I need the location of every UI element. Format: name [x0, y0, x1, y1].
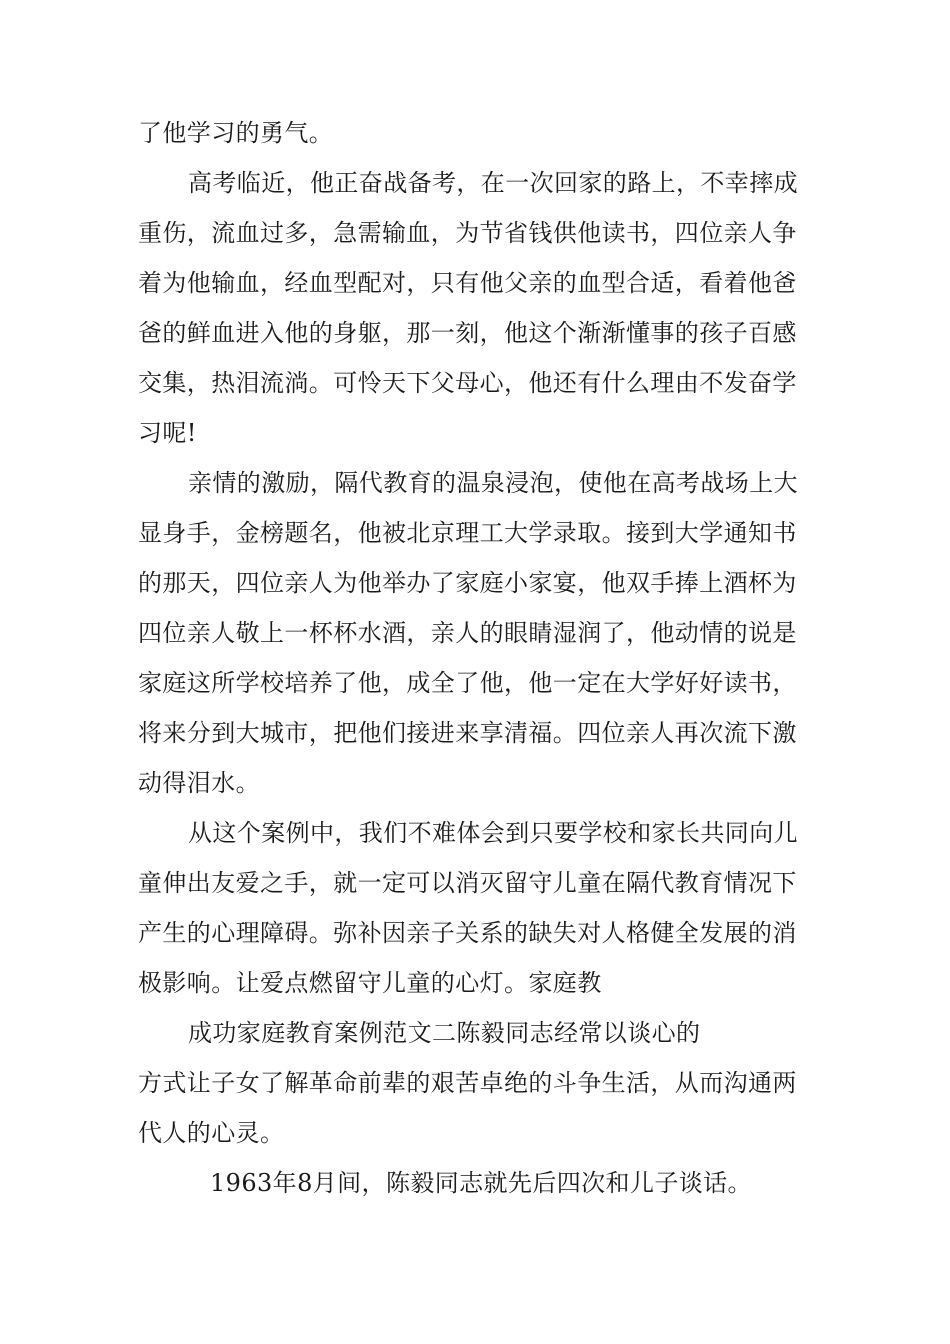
paragraph-start-line: 成功家庭教育案例范文二陈毅同志经常以谈心的: [188, 1019, 701, 1047]
text-line: 代人的心灵。: [138, 1119, 285, 1147]
text-line: 重伤，流血过多，急需输血，为节省钱供他读书，四位亲人争: [138, 219, 797, 247]
text-line: 交集，热泪流淌。可怜天下父母心，他还有什么理由不发奋学: [138, 369, 797, 397]
text-line: 显身手，金榜题名，他被北京理工大学录取。接到大学通知书: [138, 519, 797, 547]
text-line: 将来分到大城市，把他们接进来享清福。四位亲人再次流下激: [138, 719, 797, 747]
text-line: 的那天，四位亲人为他举办了家庭小家宴，他双手捧上酒杯为: [138, 569, 797, 597]
text-line: 四位亲人敬上一杯杯水酒，亲人的眼睛湿润了，他动情的说是: [138, 619, 797, 647]
text-line: 产生的心理障碍。弥补因亲子关系的缺失对人格健全发展的消: [138, 919, 797, 947]
paragraph-start-line: 1963年8月间，陈毅同志就先后四次和儿子谈话。: [210, 1169, 752, 1197]
text-line: 着为他输血，经血型配对，只有他父亲的血型合适，看着他爸: [138, 269, 797, 297]
text-line: 动得泪水。: [138, 769, 260, 797]
paragraph-start-line: 从这个案例中，我们不难体会到只要学校和家长共同向儿: [188, 819, 798, 847]
text-line: 家庭这所学校培养了他，成全了他，他一定在大学好好读书，: [138, 669, 797, 697]
paragraph-start-line: 亲情的激励，隔代教育的温泉浸泡，使他在高考战场上大: [188, 469, 798, 497]
text-line: 童伸出友爱之手，就一定可以消灭留守儿童在隔代教育情况下: [138, 869, 797, 897]
text-line: 爸的鲜血进入他的身躯，那一刻，他这个渐渐懂事的孩子百感: [138, 319, 797, 347]
paragraph-start-line: 高考临近，他正奋战备考，在一次回家的路上，不幸摔成: [188, 169, 798, 197]
text-line: 极影响。让爱点燃留守儿童的心灯。家庭教: [138, 969, 602, 997]
text-line: 了他学习的勇气。: [138, 119, 334, 147]
text-line: 习呢!: [138, 419, 197, 447]
text-line: 方式让子女了解革命前辈的艰苦卓绝的斗争生活，从而沟通两: [138, 1069, 797, 1097]
